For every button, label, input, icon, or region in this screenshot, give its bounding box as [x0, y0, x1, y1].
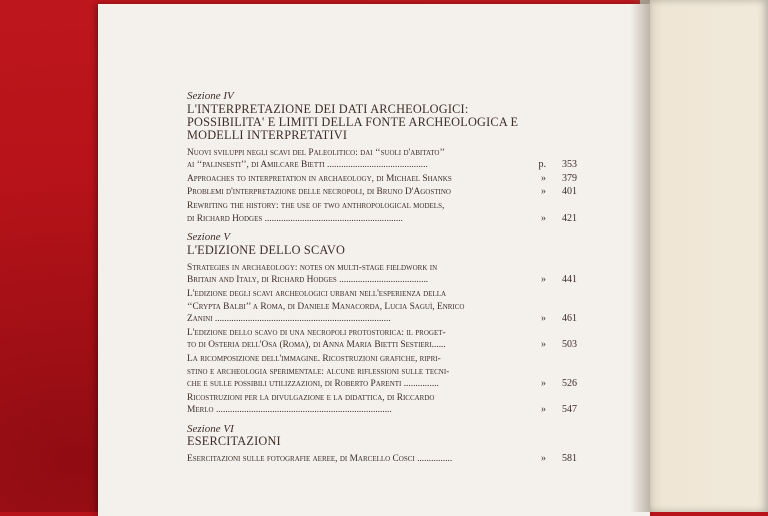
page-prefix: » [541, 339, 546, 351]
entry-text-line: di Richard Hodges ........................................................... [187, 213, 403, 224]
page-prefix: » [541, 453, 546, 465]
page-prefix: » [541, 404, 546, 416]
page-number: 503 [562, 339, 577, 351]
page-number: 353 [562, 159, 577, 171]
toc-entry[interactable] [187, 353, 577, 391]
page-prefix: » [541, 212, 546, 224]
entry-text-line: Nuovi sviluppi negli scavi del Paleolitico: dai ‘‘suoli d'abitato’’ [187, 147, 446, 158]
page-number: 526 [562, 378, 577, 390]
section-label: Sezione V [187, 231, 231, 244]
page-prefix: » [541, 172, 546, 184]
toc-entry[interactable] [187, 392, 577, 417]
entry-text-line: Ricostruzioni per la divulgazione e la didattica, di Riccardo [187, 392, 435, 403]
entry-text-line: Approaches to interpretation in archaeology, di Michael Shanks [187, 173, 452, 184]
section-title-line: MODELLI INTERPRETATIVI [187, 127, 348, 142]
toc-entry[interactable] [187, 200, 577, 225]
toc-entry[interactable] [187, 327, 577, 352]
page-number: 547 [562, 404, 577, 416]
toc-entry[interactable] [187, 262, 577, 287]
table-of-contents [187, 90, 577, 466]
page-number: 379 [562, 172, 577, 184]
toc-entry[interactable] [187, 453, 577, 466]
page-prefix: » [541, 274, 546, 286]
entry-text-line: Britain and Italy, di Richard Hodges ...................................... [187, 275, 429, 286]
entry-text-line: Strategies in archaeology: notes on multi-stage fieldwork in [187, 262, 438, 273]
entry-text-line: che e sulle possibili utilizzazioni, di Roberto Parenti ............... [187, 379, 439, 390]
entry-text-line: ‘‘Crypta Balbi’’ a Roma, di Daniele Manacorda, Lucia Saguì, Enrico [187, 301, 465, 312]
section-title-line: L'EDIZIONE DELLO SCAVO [187, 242, 346, 257]
section-label: Sezione IV [187, 90, 234, 102]
entry-text-line: La ricomposizione dell'immagine. Ricostruzioni grafiche, ripri- [187, 353, 441, 364]
section-label: Sezione VI [187, 422, 234, 435]
toc-section [187, 231, 577, 417]
entry-text-line: L'edizione dello scavo di una necropoli protostorica: il proget- [187, 327, 446, 338]
entry-text-line: Esercitazioni sulle fotografie aeree, di Marcello Cosci ............... [187, 454, 453, 465]
page-prefix: » [541, 186, 546, 198]
page-number: 461 [562, 313, 577, 325]
toc-entry[interactable] [187, 173, 577, 186]
book-gutter [630, 0, 650, 512]
toc-entry[interactable] [187, 147, 577, 172]
section-title-line: ESERCITAZIONI [187, 434, 281, 449]
page-prefix: p. [538, 159, 546, 171]
entry-text-line: Merlo ........................................................................... [187, 405, 392, 416]
section-title-line: L'INTERPRETAZIONE DEI DATI ARCHEOLOGICI: [187, 101, 469, 116]
entry-text-line: Rewriting the history: the use of two anthropological models, [187, 200, 445, 211]
entry-text-line: Problemi d'interpretazione delle necropoli, di Bruno D'Agostino [187, 187, 451, 198]
right-page [640, 0, 768, 512]
page-number: 581 [562, 453, 577, 465]
page-number: 401 [562, 186, 577, 198]
entry-text-line: Zanini ........................................................................... [187, 314, 391, 325]
entry-text-line: L'edizione degli scavi archeologici urbani nell'esperienza della [187, 288, 447, 299]
page-number: 441 [562, 274, 577, 286]
section-title-line: POSSIBILITA' E LIMITI DELLA FONTE ARCHEOLOGICA E [187, 114, 519, 129]
entry-text-line: stino e archeologia sperimentale: alcune riflessioni sulle tecni- [187, 366, 450, 377]
entry-text-line: to di Osteria dell'Osa (Roma), di Anna Maria Bietti Sestieri...... [187, 340, 446, 351]
page-prefix: » [541, 313, 546, 325]
toc-entry[interactable] [187, 288, 577, 326]
page-prefix: » [541, 378, 546, 390]
toc-entry[interactable] [187, 186, 577, 199]
entry-text-line: ai ‘‘palinsesti’’, di Amilcare Bietti ........................................... [187, 160, 428, 171]
toc-section [187, 423, 577, 466]
page-number: 421 [562, 212, 577, 224]
toc-section [187, 90, 577, 225]
